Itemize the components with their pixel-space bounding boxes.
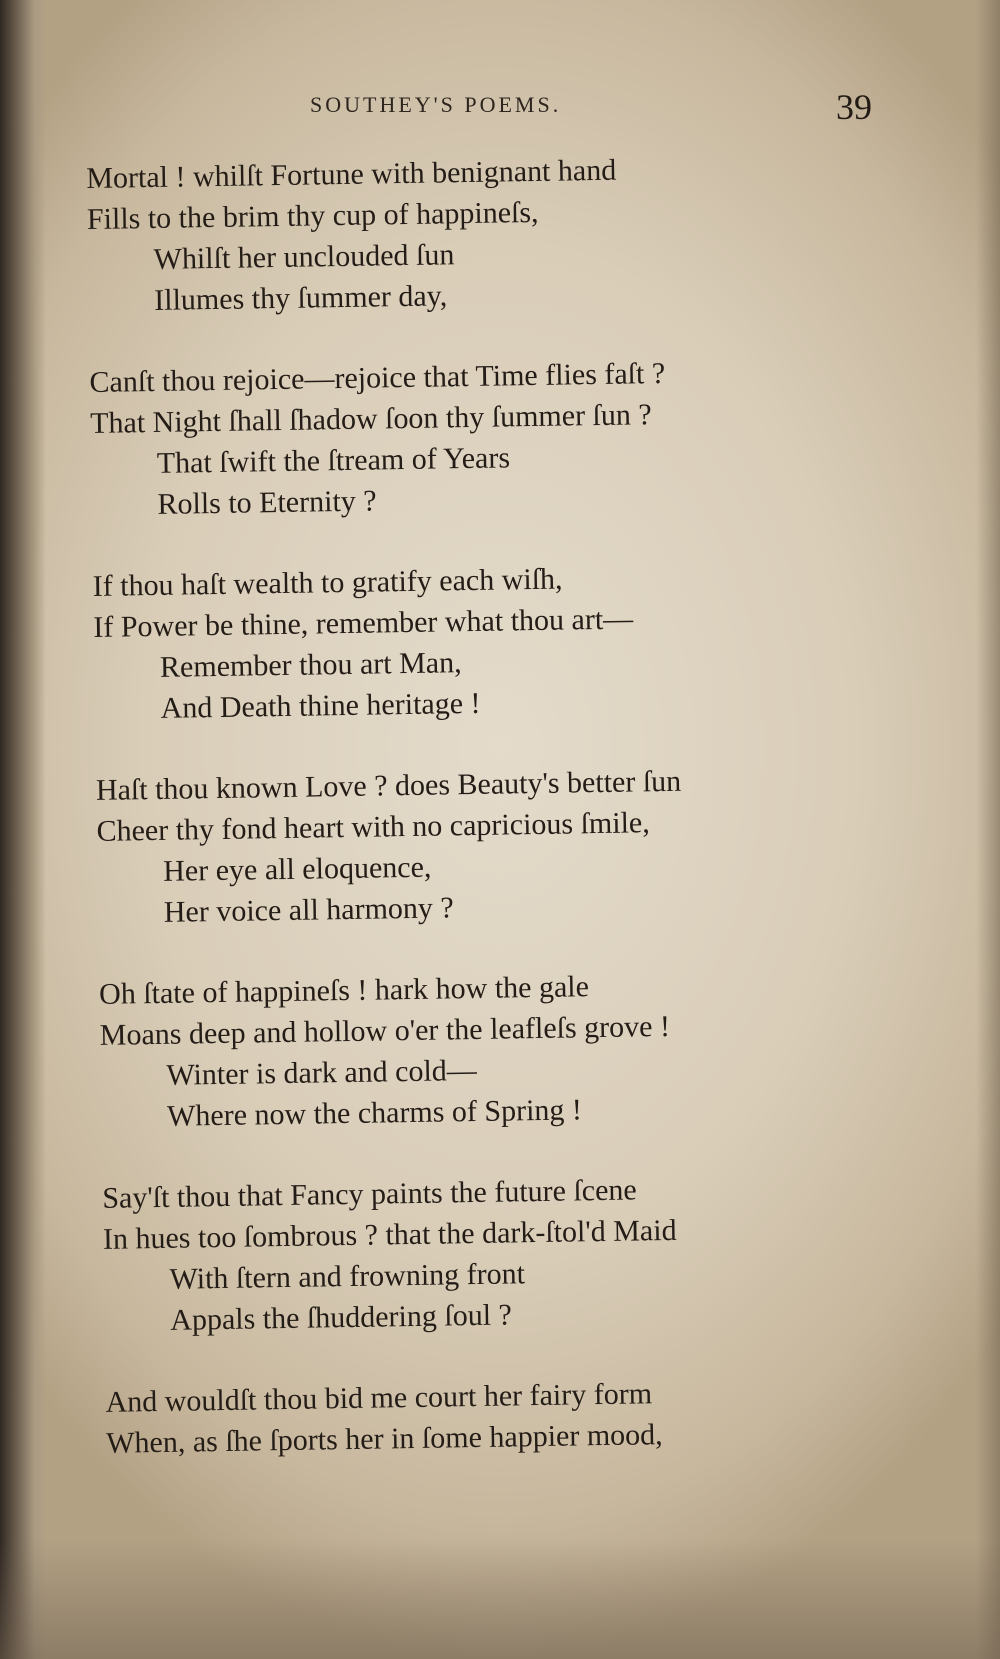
poem-line: Haſt thou known Love ? does Beauty's better ſun [95,764,682,807]
poem-line: That ſwift the ſtream of Years [156,441,511,480]
poem-line: Winter is dark and cold— [166,1053,478,1092]
poem-line: Rolls to Eternity ? [157,484,377,521]
page-edge-shadow [976,0,1000,1659]
running-head-title: SOUTHEY'S POEMS. [310,92,562,117]
poem-line: Oh ſtate of happineſs ! hark how the gale [98,970,590,1011]
poem-line: When, as ſhe ſports her in ſome happier mood, [105,1418,663,1460]
poem-line: Whilſt her unclouded ſun [153,238,455,276]
poem-line: And Death thine heritage ! [160,686,481,725]
stanza-4 [96,757,898,934]
running-head [0,88,1000,128]
poem-line: Illumes thy ſummer day, [153,279,448,317]
stanza-7 [105,1369,906,1464]
stanza-3 [92,553,894,730]
poem-line: Fills to the brim thy cup of happineſs, [86,195,539,236]
poem-line: Her eye all eloquence, [162,850,432,888]
stanza-2 [89,349,891,526]
poem-line: Mortal ! whilſt Fortune with benignant hand [86,153,617,195]
poem-line: Canſt thou rejoice—rejoice that Time flies faſt ? [89,356,666,399]
poem-line: And wouldſt thou bid me court her fairy form [105,1377,653,1419]
poem-line: That Night ſhall ſhadow ſoon thy ſummer ſun ? [89,398,652,440]
poem-line: Her voice all harmony ? [163,891,454,929]
poem-body [86,145,907,1503]
poem-line: Appals the ſhuddering ſoul ? [170,1298,513,1337]
page-number: 39 [836,87,872,127]
stanza-6 [102,1165,904,1342]
poem-line: Cheer thy fond heart with no capricious ſmile, [96,806,650,848]
stanza-1 [86,145,888,322]
stanza-5 [99,961,901,1138]
poem-line: Say'ſt thou that Fancy paints the future ſcene [102,1173,637,1215]
poem-line: With ſtern and frowning front [169,1257,526,1296]
book-spine-shadow [0,0,46,1659]
poem-line: In hues too ſombrous ? that the dark-ſtol'd Maid [102,1213,677,1256]
poem-line: Moans deep and hollow o'er the leafleſs grove ! [99,1009,671,1052]
poem-line: If Power be thine, remember what thou art— [93,602,634,644]
poem-line: Remember thou art Man, [159,646,462,684]
page-bottom-shadow [0,1539,1000,1659]
poem-line: If thou haſt wealth to gratify each wiſh, [92,562,563,603]
poem-line: Where now the charms of Spring ! [166,1093,583,1133]
